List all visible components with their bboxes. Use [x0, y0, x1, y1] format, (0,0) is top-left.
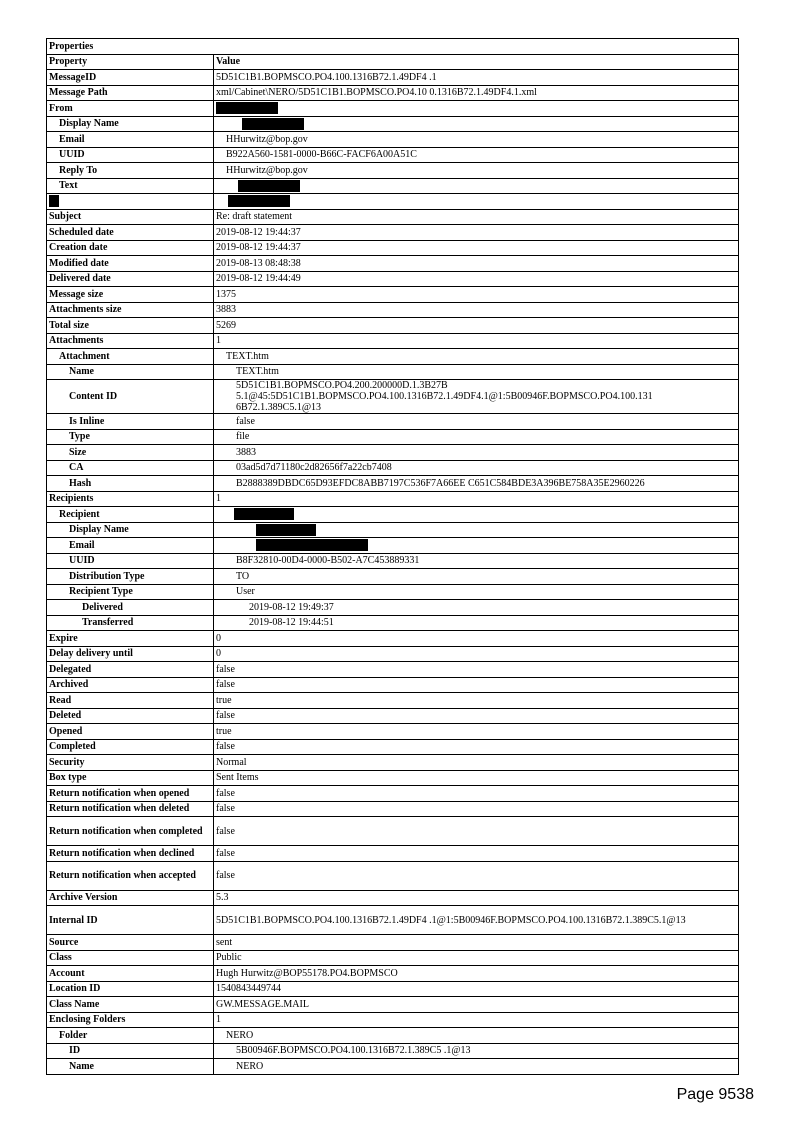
property-value: NERO [214, 1028, 739, 1044]
table-row [47, 693, 739, 709]
property-value [214, 538, 739, 554]
table-row [47, 786, 739, 802]
redaction-block [228, 195, 290, 207]
header-property: Property [47, 54, 214, 70]
property-value: TEXT.htm [214, 349, 739, 365]
property-name: Return notification when deleted [47, 801, 214, 817]
property-name: Return notification when declined [47, 846, 214, 862]
table-row [47, 476, 739, 492]
redaction-block [49, 195, 59, 207]
property-name: Recipient Type [47, 584, 214, 600]
property-value: Hugh Hurwitz@BOP55178.PO4.BOPMSCO [214, 966, 739, 982]
table-row [47, 846, 739, 862]
property-value: false [214, 786, 739, 802]
property-name: Delay delivery until [47, 646, 214, 662]
table-row [47, 132, 739, 148]
property-name: Account [47, 966, 214, 982]
property-value: 2019-08-12 19:49:37 [214, 600, 739, 616]
property-value: User [214, 584, 739, 600]
property-value: 2019-08-12 19:44:37 [214, 225, 739, 241]
table-row [47, 240, 739, 256]
property-value: file [214, 429, 739, 445]
table-row [47, 522, 739, 538]
table-row [47, 429, 739, 445]
property-value: 0 [214, 646, 739, 662]
table-row [47, 333, 739, 349]
property-value: 1 [214, 1012, 739, 1028]
property-value: 2019-08-13 08:48:38 [214, 256, 739, 272]
property-name: Completed [47, 739, 214, 755]
property-name: Attachment [47, 349, 214, 365]
property-value: true [214, 693, 739, 709]
property-value: xml/Cabinet\NERO/5D51C1B1.BOPMSCO.PO4.10 0.1316B72.1.49DF4.1.xml [214, 85, 739, 101]
property-name: CA [47, 460, 214, 476]
table-row [47, 414, 739, 430]
property-value [214, 101, 739, 117]
property-name: Recipient [47, 507, 214, 523]
property-name: Box type [47, 770, 214, 786]
table-row [47, 646, 739, 662]
property-name: MessageID [47, 70, 214, 86]
property-value: Public [214, 950, 739, 966]
property-value: B2888389DBDC65D93EFDC8ABB7197C536F7A66EE C651C584BDE3A396BE758A35E2960226 [214, 476, 739, 492]
property-name: Archive Version [47, 890, 214, 906]
table-row [47, 116, 739, 132]
table-row [47, 287, 739, 303]
property-value [214, 116, 739, 132]
table-row [47, 1059, 739, 1075]
table-row [47, 861, 739, 890]
property-name: Transferred [47, 615, 214, 631]
table-row [47, 1043, 739, 1059]
property-value: false [214, 677, 739, 693]
property-value: GW.MESSAGE.MAIL [214, 997, 739, 1013]
table-row [47, 349, 739, 365]
property-value: false [214, 414, 739, 430]
property-value: HHurwitz@bop.gov [214, 163, 739, 179]
property-name: Scheduled date [47, 225, 214, 241]
table-row [47, 178, 739, 194]
property-value: B922A560-1581-0000-B66C-FACF6A00A51C [214, 147, 739, 163]
table-row [47, 507, 739, 523]
property-value: 1375 [214, 287, 739, 303]
property-name: Content ID [47, 380, 214, 414]
property-name: Recipients [47, 491, 214, 507]
table-row [47, 302, 739, 318]
table-row [47, 194, 739, 210]
table-row [47, 380, 739, 414]
property-value: Sent Items [214, 770, 739, 786]
property-value: 1 [214, 491, 739, 507]
table-row [47, 755, 739, 771]
table-row [47, 890, 739, 906]
table-row [47, 101, 739, 117]
property-name: Total size [47, 318, 214, 334]
property-name: Folder [47, 1028, 214, 1044]
table-row [47, 70, 739, 86]
redaction-block [216, 102, 278, 114]
property-name: Name [47, 364, 214, 380]
property-name: Type [47, 429, 214, 445]
property-value: 3883 [214, 445, 739, 461]
table-row [47, 950, 739, 966]
property-value: 5D51C1B1.BOPMSCO.PO4.100.1316B72.1.49DF4 .1@1:5B00946F.BOPMSCO.PO4.100.1316B72.1.389C5.1@13 [214, 906, 739, 935]
page-number: Page 9538 [676, 1086, 754, 1103]
property-name: Distribution Type [47, 569, 214, 585]
property-name: Message Path [47, 85, 214, 101]
table-row [47, 997, 739, 1013]
property-name: Return notification when opened [47, 786, 214, 802]
property-name: ID [47, 1043, 214, 1059]
property-value [214, 194, 739, 210]
property-value: 3883 [214, 302, 739, 318]
table-row [47, 1028, 739, 1044]
property-value: 2019-08-12 19:44:51 [214, 615, 739, 631]
property-name: Creation date [47, 240, 214, 256]
table-row [47, 677, 739, 693]
property-value: false [214, 801, 739, 817]
property-value: Normal [214, 755, 739, 771]
table-row [47, 364, 739, 380]
properties-table [46, 38, 739, 1075]
table-row [47, 147, 739, 163]
table-row [47, 615, 739, 631]
table-row [47, 935, 739, 951]
property-name: Delivered [47, 600, 214, 616]
property-name: Attachments [47, 333, 214, 349]
property-name: Enclosing Folders [47, 1012, 214, 1028]
table-row [47, 966, 739, 982]
property-name: Expire [47, 631, 214, 647]
property-name: Archived [47, 677, 214, 693]
property-value [214, 507, 739, 523]
property-value: 1 [214, 333, 739, 349]
property-value: NERO [214, 1059, 739, 1075]
property-value: B8F32810-00D4-0000-B502-A7C453889331 [214, 553, 739, 569]
table-row [47, 318, 739, 334]
table-row [47, 981, 739, 997]
property-name: Display Name [47, 522, 214, 538]
table-title-row [47, 39, 739, 55]
property-name: Is Inline [47, 414, 214, 430]
property-value: false [214, 861, 739, 890]
property-value: sent [214, 935, 739, 951]
property-name: Delegated [47, 662, 214, 678]
table-row [47, 491, 739, 507]
redaction-block [238, 180, 300, 192]
property-value: HHurwitz@bop.gov [214, 132, 739, 148]
property-value: Re: draft statement [214, 209, 739, 225]
property-name: Email [47, 538, 214, 554]
property-value: false [214, 739, 739, 755]
property-name: Source [47, 935, 214, 951]
property-name: Security [47, 755, 214, 771]
table-row [47, 770, 739, 786]
property-name: Subject [47, 209, 214, 225]
table-title: Properties [47, 39, 739, 55]
table-row [47, 85, 739, 101]
table-row [47, 538, 739, 554]
property-name [47, 194, 214, 210]
property-value: 1540843449744 [214, 981, 739, 997]
table-row [47, 584, 739, 600]
property-value [214, 178, 739, 194]
redaction-block [242, 118, 304, 130]
property-name: Read [47, 693, 214, 709]
table-row [47, 1012, 739, 1028]
header-value: Value [214, 54, 739, 70]
property-name: Return notification when completed [47, 817, 214, 846]
property-value: 5.3 [214, 890, 739, 906]
property-value: 2019-08-12 19:44:49 [214, 271, 739, 287]
table-row [47, 600, 739, 616]
property-value: 5269 [214, 318, 739, 334]
property-value: TEXT.htm [214, 364, 739, 380]
property-name: Location ID [47, 981, 214, 997]
redaction-block [256, 524, 316, 536]
property-name: Opened [47, 724, 214, 740]
property-name: UUID [47, 147, 214, 163]
table-row [47, 724, 739, 740]
table-row [47, 460, 739, 476]
table-row [47, 256, 739, 272]
property-name: Deleted [47, 708, 214, 724]
table-header-row [47, 54, 739, 70]
property-value [214, 522, 739, 538]
table-row [47, 817, 739, 846]
table-row [47, 631, 739, 647]
property-name: Hash [47, 476, 214, 492]
property-value: 5B00946F.BOPMSCO.PO4.100.1316B72.1.389C5 .1@13 [214, 1043, 739, 1059]
table-row [47, 271, 739, 287]
property-value: 5D51C1B1.BOPMSCO.PO4.200.200000D.1.3B27B 5.1@45:5D51C1B1.BOPMSCO.PO4.100.1316B72.1.49DF4.1@1:5B00946F.BOPMSCO.PO4.100.131 6B72.1.389C5.1@13 [214, 380, 739, 414]
property-name: Return notification when accepted [47, 861, 214, 890]
table-row [47, 662, 739, 678]
property-name: Display Name [47, 116, 214, 132]
property-value: 5D51C1B1.BOPMSCO.PO4.100.1316B72.1.49DF4 .1 [214, 70, 739, 86]
property-value: false [214, 846, 739, 862]
table-row [47, 739, 739, 755]
property-value: 03ad5d7d71180c2d82656f7a22cb7408 [214, 460, 739, 476]
property-name: UUID [47, 553, 214, 569]
redaction-block [256, 539, 368, 551]
table-row [47, 906, 739, 935]
property-name: Text [47, 178, 214, 194]
property-name: Size [47, 445, 214, 461]
property-name: Delivered date [47, 271, 214, 287]
property-name: Modified date [47, 256, 214, 272]
property-name: Attachments size [47, 302, 214, 318]
table-row [47, 569, 739, 585]
property-value: 0 [214, 631, 739, 647]
property-name: Email [47, 132, 214, 148]
property-value: true [214, 724, 739, 740]
redaction-block [234, 508, 294, 520]
table-row [47, 209, 739, 225]
table-row [47, 553, 739, 569]
properties-table-body [47, 39, 739, 1075]
table-row [47, 445, 739, 461]
property-value: false [214, 817, 739, 846]
property-value: 2019-08-12 19:44:37 [214, 240, 739, 256]
property-name: Class [47, 950, 214, 966]
property-name: Class Name [47, 997, 214, 1013]
property-name: Internal ID [47, 906, 214, 935]
property-value: false [214, 662, 739, 678]
table-row [47, 708, 739, 724]
property-value: TO [214, 569, 739, 585]
property-value: false [214, 708, 739, 724]
table-row [47, 801, 739, 817]
property-name: Name [47, 1059, 214, 1075]
table-row [47, 163, 739, 179]
table-row [47, 225, 739, 241]
property-name: Reply To [47, 163, 214, 179]
property-name: From [47, 101, 214, 117]
property-name: Message size [47, 287, 214, 303]
